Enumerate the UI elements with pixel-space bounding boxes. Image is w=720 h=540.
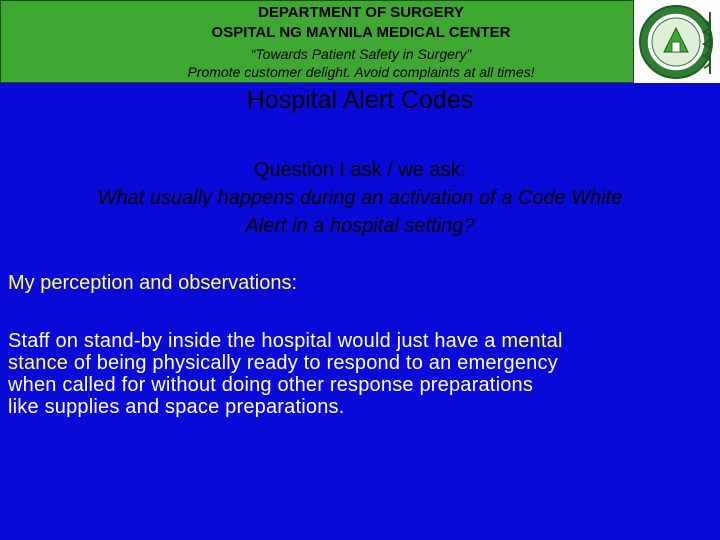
observation-line-4: like supplies and space preparations. xyxy=(8,396,345,418)
department-name: DEPARTMENT OF SURGERY xyxy=(258,4,464,21)
observation-line-3: when called for without doing other response preparations xyxy=(8,374,534,396)
slide-title: Hospital Alert Codes xyxy=(246,86,474,114)
question-block xyxy=(0,156,720,240)
perception-label: My perception and observations xyxy=(8,272,292,294)
hospital-seal-icon xyxy=(638,2,718,82)
hospital-name: OSPITAL NG MAYNILA MEDICAL CENTER xyxy=(211,24,511,41)
promote-line: Promote customer delight. Avoid complaints at all times! xyxy=(187,64,535,80)
observation-line-1 xyxy=(8,330,720,352)
perception-colon: : xyxy=(291,272,298,294)
observation-paragraph xyxy=(8,330,720,418)
observation-text-1: Staff on stand-by inside the hospital would just have a xyxy=(8,330,502,352)
motto: “Towards Patient Safety in Surgery” xyxy=(250,46,472,62)
observation-text-2: of being physically ready to respond to an emergency xyxy=(68,352,558,374)
highlight-stance: stance xyxy=(8,352,69,374)
question-line-1: What usually happens during an activation of a Code White xyxy=(97,187,623,209)
question-lead: Question I ask / we ask: xyxy=(253,159,467,181)
perception-heading xyxy=(8,272,708,295)
question-line-2: Alert in a hospital setting? xyxy=(245,215,475,237)
observation-line-2 xyxy=(8,352,720,374)
highlight-mental: mental xyxy=(501,330,563,352)
